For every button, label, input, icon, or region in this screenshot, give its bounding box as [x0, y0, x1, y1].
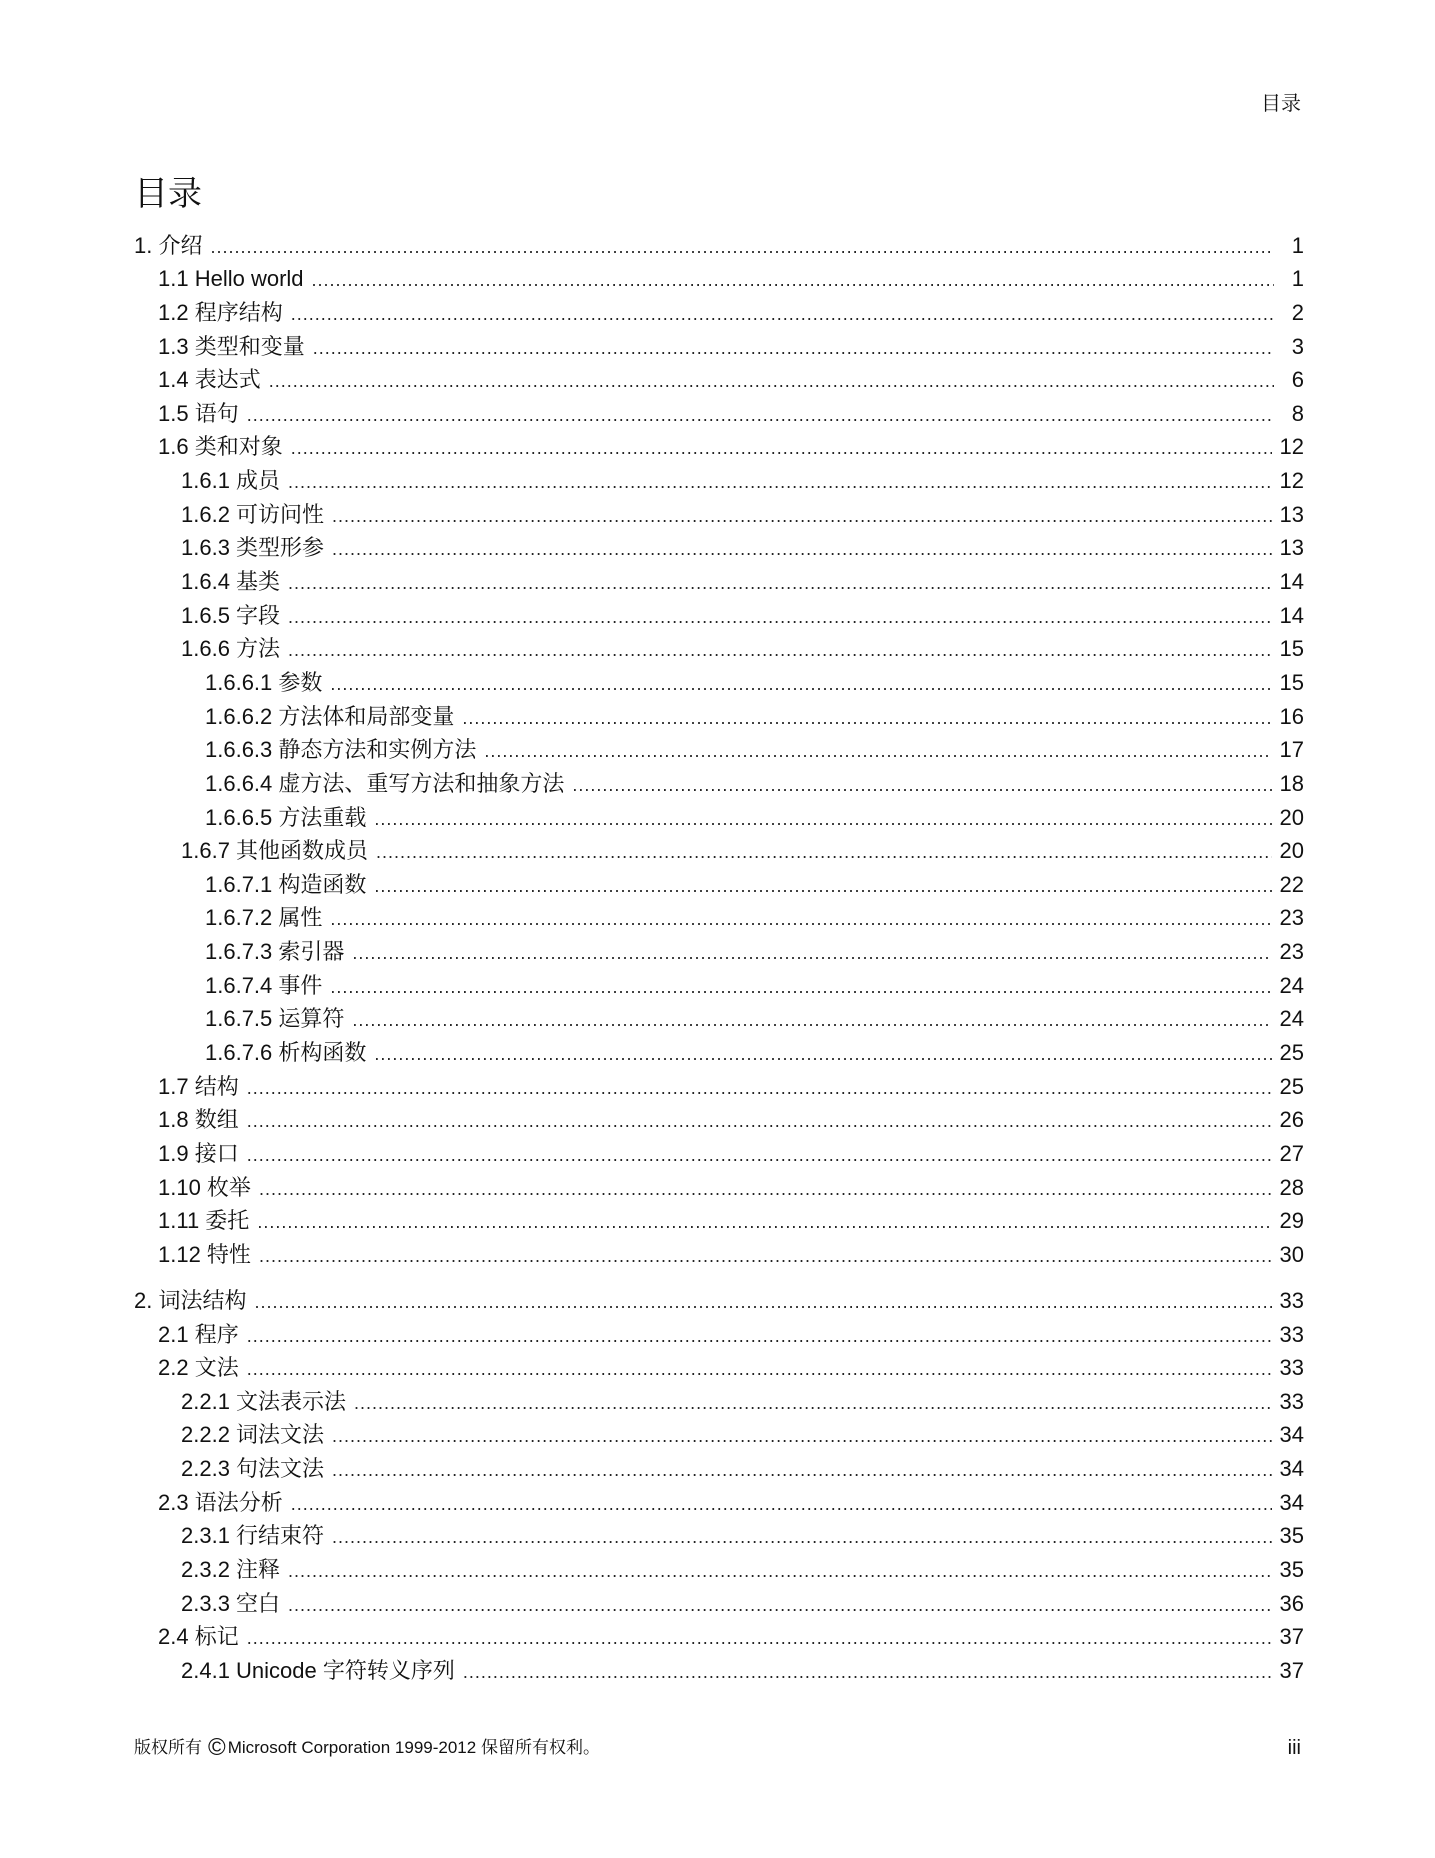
toc-entry-label: 1.6.6.4 虚方法、重写方法和抽象方法: [205, 770, 565, 796]
toc-entry[interactable]: [134, 1170, 1304, 1204]
toc-entry-label: 2.1 程序: [158, 1321, 239, 1347]
toc-dot-leader: [376, 842, 1271, 865]
copyright-org: Microsoft Corporation 1999-2012: [227, 1738, 477, 1757]
toc-entry-label: 2.2.2 词法文法: [181, 1422, 325, 1448]
toc-entry-label: 2.4.1 Unicode 字符转义序列: [181, 1657, 455, 1683]
toc-entry-label: 1.6.7.5 运算符: [205, 1006, 345, 1032]
toc-entry-page: 12: [1279, 468, 1304, 494]
toc-entry[interactable]: [134, 800, 1304, 834]
toc-dot-leader: [269, 371, 1274, 394]
toc-entry-page: 24: [1279, 1006, 1304, 1032]
toc-entry-label: 1.6.6.3 静态方法和实例方法: [205, 737, 477, 763]
toc-entry-label: 1.6.6.2 方法体和局部变量: [205, 703, 455, 729]
toc-entry[interactable]: [134, 363, 1304, 397]
toc-dot-leader: [259, 1179, 1272, 1202]
toc-dot-leader: [572, 775, 1271, 798]
toc-entry-label: 2.2.1 文法表示法: [181, 1388, 347, 1414]
toc-dot-leader: [291, 304, 1274, 327]
toc-entry-label: 1.6.4 基类: [181, 569, 281, 595]
toc-entry[interactable]: [134, 463, 1304, 497]
toc-entry-page: 33: [1279, 1355, 1304, 1381]
toc-entry-label: 2.3.2 注释: [181, 1556, 281, 1582]
toc-entry[interactable]: [134, 1586, 1304, 1620]
toc-entry[interactable]: [134, 834, 1304, 868]
toc-entry[interactable]: [134, 1204, 1304, 1238]
toc-entry-label: 1.6 类和对象: [158, 434, 283, 460]
toc-entry[interactable]: [134, 733, 1304, 767]
toc-dot-leader: [330, 674, 1271, 697]
toc-entry[interactable]: [134, 1317, 1304, 1351]
toc-entry[interactable]: [134, 497, 1304, 531]
toc-entry-page: 34: [1279, 1489, 1304, 1515]
toc-entry-label: 1.8 数组: [158, 1107, 239, 1133]
toc-entry[interactable]: [134, 1519, 1304, 1553]
toc-entry-page: 30: [1279, 1241, 1304, 1267]
toc-dot-leader: [484, 741, 1271, 764]
toc-entry-label: 1.6.7.4 事件: [205, 972, 323, 998]
toc-dot-leader: [374, 876, 1271, 899]
toc-dot-leader: [247, 1145, 1272, 1168]
toc-entry[interactable]: [134, 665, 1304, 699]
toc-entry-page: 26: [1279, 1107, 1304, 1133]
toc-dot-leader: [257, 1212, 1271, 1235]
toc-entry[interactable]: [134, 1103, 1304, 1137]
toc-entry-page: 20: [1279, 804, 1304, 830]
toc-entry-label: 1.9 接口: [158, 1140, 239, 1166]
toc-entry[interactable]: [134, 1351, 1304, 1385]
toc-entry-page: 28: [1279, 1174, 1304, 1200]
toc-entry[interactable]: [134, 1552, 1304, 1586]
toc-entry-page: 24: [1279, 972, 1304, 998]
toc-entry-label: 2.3 语法分析: [158, 1489, 283, 1515]
toc-entry-page: 29: [1279, 1208, 1304, 1234]
toc-entry-label: 1.6.7.2 属性: [205, 905, 323, 931]
toc-entry[interactable]: [134, 262, 1304, 296]
toc-dot-leader: [247, 1078, 1272, 1101]
toc-entry-page: 14: [1279, 602, 1304, 628]
footer: [134, 1733, 1301, 1763]
toc-entry-page: 23: [1279, 905, 1304, 931]
toc-dot-leader: [291, 438, 1272, 461]
toc-entry[interactable]: [134, 564, 1304, 598]
toc-entry[interactable]: [134, 1384, 1304, 1418]
toc-entry[interactable]: [134, 228, 1304, 262]
toc-entry-label: 2.2 文法: [158, 1355, 239, 1381]
toc-entry-label: 2.4 标记: [158, 1624, 239, 1650]
toc-dot-leader: [247, 405, 1274, 428]
toc-dot-leader: [374, 1044, 1271, 1067]
toc-entry-label: 1.12 特性: [158, 1241, 251, 1267]
toc-entry[interactable]: [134, 699, 1304, 733]
toc-entry-page: 6: [1291, 367, 1304, 393]
toc-dot-leader: [259, 1246, 1272, 1269]
toc-dot-leader: [332, 506, 1271, 529]
toc-entry-page: 13: [1279, 535, 1304, 561]
toc-entry-label: 1.6.7.6 析构函数: [205, 1040, 367, 1066]
toc-entry[interactable]: [134, 1451, 1304, 1485]
toc-entry-page: 13: [1279, 501, 1304, 527]
toc-entry[interactable]: [134, 1035, 1304, 1069]
toc-entry[interactable]: [134, 1136, 1304, 1170]
toc-dot-leader: [288, 472, 1271, 495]
toc-dot-leader: [332, 539, 1271, 562]
toc-dot-leader: [332, 1527, 1271, 1550]
toc-entry-page: 18: [1279, 770, 1304, 796]
toc-entry-page: 27: [1279, 1140, 1304, 1166]
page-number: iii: [1287, 1737, 1301, 1759]
toc-entry-label: 1.11 委托: [158, 1208, 250, 1234]
toc-entry-label: 1.6.7 其他函数成员: [181, 838, 369, 864]
toc-dot-leader: [288, 573, 1271, 596]
toc-entry[interactable]: [134, 329, 1304, 363]
toc-dot-leader: [463, 1662, 1272, 1685]
toc-entry[interactable]: [134, 295, 1304, 329]
toc-entry[interactable]: [134, 632, 1304, 666]
toc-entry[interactable]: [134, 901, 1304, 935]
toc-dot-leader: [313, 338, 1274, 361]
toc-entry-page: 22: [1279, 871, 1304, 897]
toc-entry-page: 33: [1279, 1287, 1304, 1313]
toc-entry-page: 15: [1279, 669, 1304, 695]
toc-entry-page: 8: [1291, 400, 1304, 426]
toc-entry-label: 1. 介绍: [134, 232, 203, 258]
toc-entry[interactable]: [134, 1485, 1304, 1519]
toc-dot-leader: [288, 640, 1271, 663]
copyright-suffix: 保留所有权利。: [480, 1738, 600, 1757]
toc-dot-leader: [352, 1010, 1271, 1033]
toc-entry-label: 1.5 语句: [158, 400, 239, 426]
toc-entry-page: 35: [1279, 1556, 1304, 1582]
toc-entry-page: 37: [1279, 1624, 1304, 1650]
toc-entry-page: 14: [1279, 569, 1304, 595]
toc-entry-page: 3: [1291, 333, 1304, 359]
toc-entry-label: 1.6.6.1 参数: [205, 669, 323, 695]
toc-entry-page: 25: [1279, 1040, 1304, 1066]
toc-entry[interactable]: [134, 1237, 1304, 1271]
copyright-prefix: 版权所有: [134, 1738, 202, 1757]
toc-entry-page: 1: [1291, 232, 1304, 258]
toc-dot-leader: [330, 909, 1271, 932]
copyright-notice: [134, 1733, 600, 1763]
toc-entry-page: 1: [1291, 266, 1304, 292]
toc-entry[interactable]: [134, 1418, 1304, 1452]
toc-entry-label: 1.6.2 可访问性: [181, 501, 325, 527]
toc-dot-leader: [354, 1393, 1271, 1416]
toc-entry-label: 1.6.3 类型形参: [181, 535, 325, 561]
toc-entry-page: 36: [1279, 1590, 1304, 1616]
toc-entry-page: 37: [1279, 1657, 1304, 1683]
toc-dot-leader: [332, 1426, 1271, 1449]
toc-entry[interactable]: [134, 1620, 1304, 1654]
toc-entry[interactable]: [134, 531, 1304, 565]
toc-entry[interactable]: [134, 766, 1304, 800]
toc-entry-page: 23: [1279, 939, 1304, 965]
toc-dot-leader: [462, 708, 1271, 731]
toc-dot-leader: [291, 1494, 1272, 1517]
toc-entry-page: 2: [1291, 299, 1304, 325]
toc-entry[interactable]: [134, 598, 1304, 632]
toc-entry-label: 1.6.6 方法: [181, 636, 281, 662]
toc-entry-page: 16: [1279, 703, 1304, 729]
toc-dot-leader: [312, 270, 1274, 293]
toc-entry-page: 12: [1279, 434, 1304, 460]
toc-entry-page: 34: [1279, 1456, 1304, 1482]
toc-dot-leader: [332, 1460, 1271, 1483]
toc-entry-label: 1.6.7.3 索引器: [205, 939, 345, 965]
toc-entry-page: 20: [1279, 838, 1304, 864]
toc-dot-leader: [330, 977, 1271, 1000]
toc-entry[interactable]: [134, 1002, 1304, 1036]
page-title: 目录: [134, 175, 202, 213]
toc-dot-leader: [247, 1359, 1272, 1382]
toc-entry-page: 15: [1279, 636, 1304, 662]
toc-entry[interactable]: [134, 867, 1304, 901]
toc-entry-label: 1.7 结构: [158, 1073, 239, 1099]
toc-dot-leader: [288, 1561, 1271, 1584]
toc-entry-label: 1.6.6.5 方法重载: [205, 804, 367, 830]
toc-dot-leader: [210, 237, 1274, 260]
toc-entry[interactable]: [134, 1653, 1304, 1687]
toc-entry-page: 35: [1279, 1523, 1304, 1549]
toc-entry[interactable]: [134, 968, 1304, 1002]
toc-entry[interactable]: [134, 1069, 1304, 1103]
toc-entry-page: 33: [1279, 1321, 1304, 1347]
toc-entry-page: 25: [1279, 1073, 1304, 1099]
toc-entry-label: 2.2.3 句法文法: [181, 1456, 325, 1482]
toc-entry-page: 17: [1279, 737, 1304, 763]
toc-entry-page: 33: [1279, 1388, 1304, 1414]
toc-entry-label: 2.3.1 行结束符: [181, 1523, 325, 1549]
toc-dot-leader: [288, 607, 1271, 630]
toc-dot-leader: [254, 1292, 1271, 1315]
toc-entry-label: 2.3.3 空白: [181, 1590, 281, 1616]
toc-entry-label: 1.6.1 成员: [181, 468, 281, 494]
toc-entry-label: 1.1 Hello world: [158, 266, 304, 292]
toc-entry[interactable]: [134, 1271, 1304, 1317]
toc-entry[interactable]: [134, 934, 1304, 968]
toc-dot-leader: [352, 943, 1271, 966]
toc-dot-leader: [288, 1595, 1271, 1618]
copyright-symbol-icon: ©: [208, 1734, 226, 1761]
toc-entry-label: 1.4 表达式: [158, 367, 261, 393]
toc-entry[interactable]: [134, 430, 1304, 464]
toc-dot-leader: [247, 1111, 1272, 1134]
toc-dot-leader: [374, 809, 1271, 832]
toc-entry-label: 2. 词法结构: [134, 1287, 247, 1313]
toc-entry-label: 1.2 程序结构: [158, 299, 283, 325]
toc-entry-label: 1.10 枚举: [158, 1174, 251, 1200]
running-header: 目录: [1261, 93, 1301, 115]
toc-entry-label: 1.6.5 字段: [181, 602, 281, 628]
table-of-contents: [134, 228, 1304, 1687]
toc-dot-leader: [247, 1628, 1272, 1651]
toc-entry-page: 34: [1279, 1422, 1304, 1448]
toc-dot-leader: [247, 1326, 1272, 1349]
toc-entry-label: 1.6.7.1 构造函数: [205, 871, 367, 897]
toc-entry[interactable]: [134, 396, 1304, 430]
toc-entry-label: 1.3 类型和变量: [158, 333, 305, 359]
